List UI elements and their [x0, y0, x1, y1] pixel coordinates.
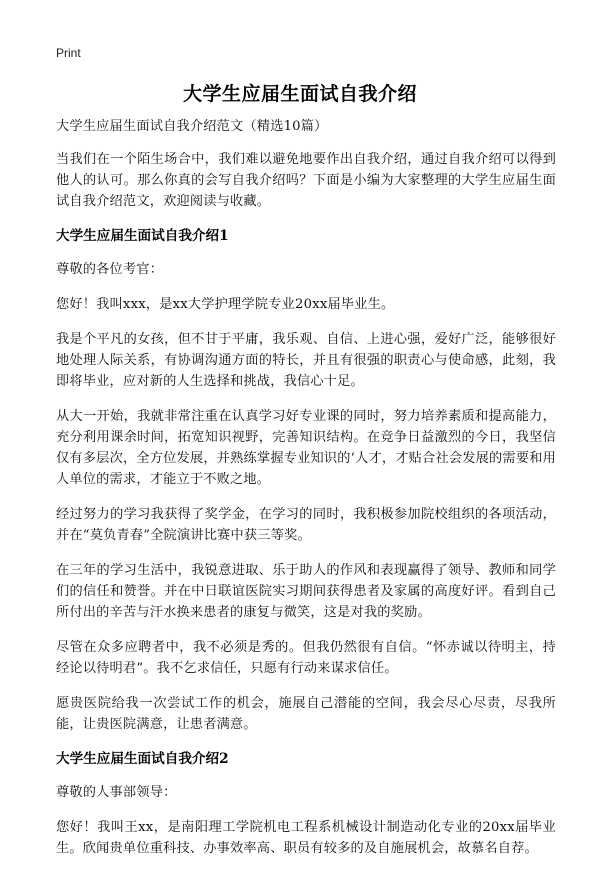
section-1-paragraph: 在三年的学习生活中，我锐意进取、乐于助人的作风和表现赢得了领导、教师和同学们的信任和赞誉。并在中日联谊医院实习期间获得患者及家属的高度好评。看到自己所付出的辛苦与汗水换来患者的康复与微笑，这是对我的奖励。: [56, 563, 556, 620]
section-1-paragraph: 尊敬的各位考官：: [56, 262, 164, 277]
intro-paragraph: 当我们在一个陌生场合中，我们难以避免地要作出自我介绍，通过自我介绍可以得到他人的认可。那么你真的会写自我介绍吗？下面是小编为大家整理的大学生应届生面试自我介绍范文，欢迎阅读与收藏。: [56, 152, 556, 209]
section-2-paragraph: 尊敬的人事部领导：: [56, 785, 177, 800]
section-2-paragraph: 您好！我叫王xx，是南阳理工学院机电工程系机械设计制造动化专业的20xx届毕业生。欣闻贵单位重科技、办事效率高、职员有较多的及自施展机会，故慕名自荐。: [56, 820, 556, 856]
section-1-paragraph: 您好！我叫xxx，是xx大学护理学院专业20xx届毕业生。: [56, 297, 395, 312]
article-subtitle: 大学生应届生面试自我介绍范文（精选10篇）: [56, 119, 328, 134]
section-1-paragraph: 经过努力的学习我获得了奖学金，在学习的同时，我积极参加院校组织的各项活动，并在“莫负青春”全院演讲比赛中获三等奖。: [56, 507, 556, 543]
section-heading-2: 大学生应届生面试自我介绍2: [56, 751, 229, 767]
page-title: 大学生应届生面试自我介绍: [182, 83, 417, 105]
print-link[interactable]: Print: [56, 46, 81, 60]
section-1-paragraph: 我是个平凡的女孩，但不甘于平庸，我乐观、自信、上进心强，爱好广泛，能够很好地处理人际关系，有协调沟通方面的特长，并且有很强的职责心与使命感，此刻，我即将毕业，应对新的人生选择和挑战，我信心十足。: [56, 332, 556, 389]
section-1-paragraph: 尽管在众多应聘者中，我不必须是秀的。但我仍然很有自信。“怀赤诚以待明主，持经论以待明君”。我不乞求信任，只愿有行动来谋求信任。: [56, 640, 556, 676]
section-1-paragraph: 愿贵医院给我一次尝试工作的机会，施展自己潜能的空间，我会尽心尽责，尽我所能，让贵医院满意，让患者满意。: [56, 696, 556, 732]
section-1-paragraph: 从大一开始，我就非常注重在认真学习好专业课的同时，努力培养素质和提高能力，充分利用课余时间，拓宽知识视野，完善知识结构。在竞争日益激烈的今日，我坚信仅有多层次，全方位发展，并熟练掌握专业知识的‘人才，才贴合社会发展的需要和用人单位的需求，才能立于不败之地。: [56, 409, 556, 487]
article-body: [56, 116, 556, 873]
section-heading-1: 大学生应届生面试自我介绍1: [56, 228, 229, 244]
